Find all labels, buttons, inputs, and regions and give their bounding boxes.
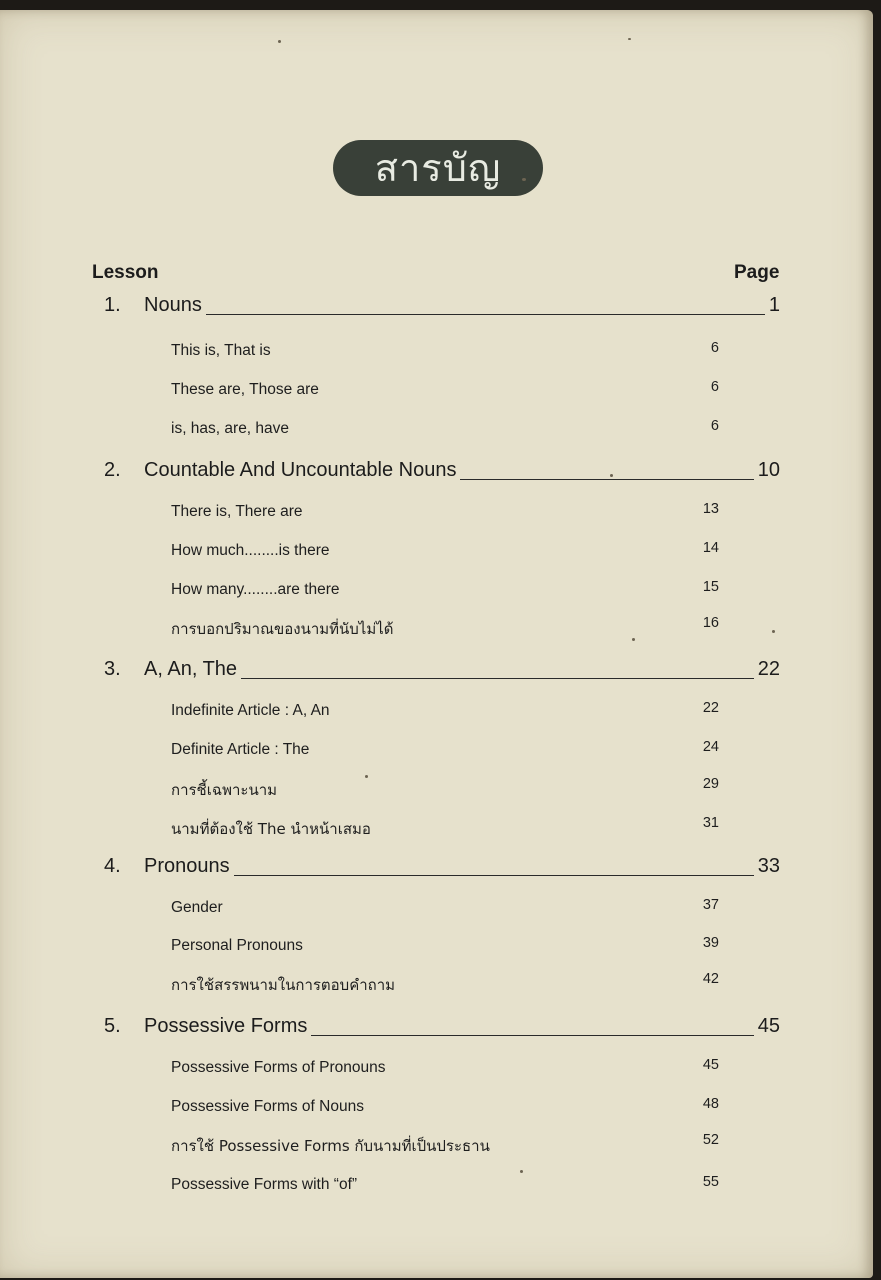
subitem-page: 55 xyxy=(702,1174,719,1190)
subitem-title: Indefinite Article : A, An xyxy=(171,702,330,719)
toc-subitem xyxy=(171,778,719,802)
lesson-column-header: Lesson xyxy=(92,262,159,283)
subitem-title: This is, That is xyxy=(171,342,271,359)
subitem-page: 13 xyxy=(702,501,719,517)
subitem-title: นามที่ต้องใช้ The นำหน้าเสมอ xyxy=(171,820,371,838)
paper-speck xyxy=(278,40,281,43)
lesson-title: Nouns xyxy=(144,294,202,316)
dot-leader xyxy=(206,314,765,315)
toc-lesson-4 xyxy=(104,855,780,883)
subitem-title: การบอกปริมาณของนามที่นับไม่ได้ xyxy=(171,620,394,638)
subitem-title: These are, Those are xyxy=(171,381,319,398)
lesson-number: 3. xyxy=(104,658,121,680)
subitem-page: 37 xyxy=(702,897,719,913)
paper-speck xyxy=(365,775,368,778)
subitem-title: Personal Pronouns xyxy=(171,937,303,954)
subitem-page: 39 xyxy=(702,935,719,951)
toc-subitem xyxy=(171,617,719,641)
toc-lesson-1 xyxy=(104,294,780,322)
lesson-page: 33 xyxy=(757,855,780,877)
subitem-title: is, has, are, have xyxy=(171,420,290,437)
toc-subitem xyxy=(171,937,719,961)
dot-leader xyxy=(311,1035,754,1036)
subitem-page: 29 xyxy=(702,776,719,792)
toc-subitem xyxy=(171,503,719,527)
lesson-title: A, An, The xyxy=(144,658,238,680)
subitem-title: การใช้สรรพนามในการตอบคำถาม xyxy=(171,976,396,994)
toc-subitem xyxy=(171,741,719,765)
subitem-title: Possessive Forms of Nouns xyxy=(171,1098,364,1115)
paper-speck xyxy=(520,1170,523,1173)
subitem-title: Definite Article : The xyxy=(171,741,310,758)
toc-subitem xyxy=(171,342,719,366)
subitem-page: 6 xyxy=(710,379,719,395)
toc-subitem xyxy=(171,1059,719,1083)
toc-subitem xyxy=(171,702,719,726)
paper-speck xyxy=(632,638,635,641)
page-title: สารบัญ xyxy=(333,140,543,196)
toc-page xyxy=(0,10,873,1278)
subitem-page: 24 xyxy=(702,739,719,755)
subitem-page: 31 xyxy=(702,815,719,831)
toc-subitem xyxy=(171,899,719,923)
page-column-header: Page xyxy=(734,262,780,283)
subitem-title: There is, There are xyxy=(171,503,303,520)
subitem-page: 42 xyxy=(702,971,719,987)
subitem-page: 6 xyxy=(710,418,719,434)
subitem-title: Possessive Forms of Pronouns xyxy=(171,1059,386,1076)
subitem-title: Possessive Forms with “of” xyxy=(171,1176,358,1193)
toc-subitem xyxy=(171,581,719,605)
lesson-page: 10 xyxy=(757,459,780,481)
lesson-number: 2. xyxy=(104,459,121,481)
subitem-page: 14 xyxy=(702,540,719,556)
toc-subitem xyxy=(171,1176,719,1200)
subitem-page: 16 xyxy=(702,615,719,631)
subitem-page: 6 xyxy=(710,340,719,356)
lesson-title: Possessive Forms xyxy=(144,1015,308,1037)
subitem-page: 15 xyxy=(702,579,719,595)
toc-lesson-2 xyxy=(104,459,780,487)
toc-subitem xyxy=(171,542,719,566)
subitem-title: การชี้เฉพาะนาม xyxy=(171,781,278,799)
lesson-page: 1 xyxy=(768,294,780,316)
dot-leader xyxy=(460,479,754,480)
paper-speck xyxy=(610,474,613,477)
toc-subitem xyxy=(171,381,719,405)
toc-lesson-3 xyxy=(104,658,780,686)
subitem-page: 48 xyxy=(702,1096,719,1112)
lesson-title: Pronouns xyxy=(144,855,230,877)
lesson-title: Countable And Uncountable Nouns xyxy=(144,459,457,481)
toc-subitem xyxy=(171,420,719,444)
toc-subitem xyxy=(171,973,719,997)
toc-subitem xyxy=(171,1098,719,1122)
toc-subitem xyxy=(171,817,719,841)
lesson-page: 45 xyxy=(757,1015,780,1037)
lesson-number: 1. xyxy=(104,294,121,316)
subitem-title: Gender xyxy=(171,899,223,916)
paper-speck xyxy=(772,630,775,633)
subitem-page: 52 xyxy=(702,1132,719,1148)
lesson-number: 4. xyxy=(104,855,121,877)
lesson-page: 22 xyxy=(757,658,780,680)
toc-lesson-5 xyxy=(104,1015,780,1043)
subitem-title: How much........is there xyxy=(171,542,330,559)
dot-leader xyxy=(234,875,754,876)
subitem-title: การใช้ Possessive Forms กับนามที่เป็นประธาน xyxy=(171,1137,490,1155)
subitem-page: 45 xyxy=(702,1057,719,1073)
paper-speck xyxy=(522,178,526,181)
toc-subitem xyxy=(171,1134,719,1158)
subitem-page: 22 xyxy=(702,700,719,716)
paper-speck xyxy=(628,38,631,40)
subitem-title: How many........are there xyxy=(171,581,340,598)
dot-leader xyxy=(241,678,754,679)
lesson-number: 5. xyxy=(104,1015,121,1037)
